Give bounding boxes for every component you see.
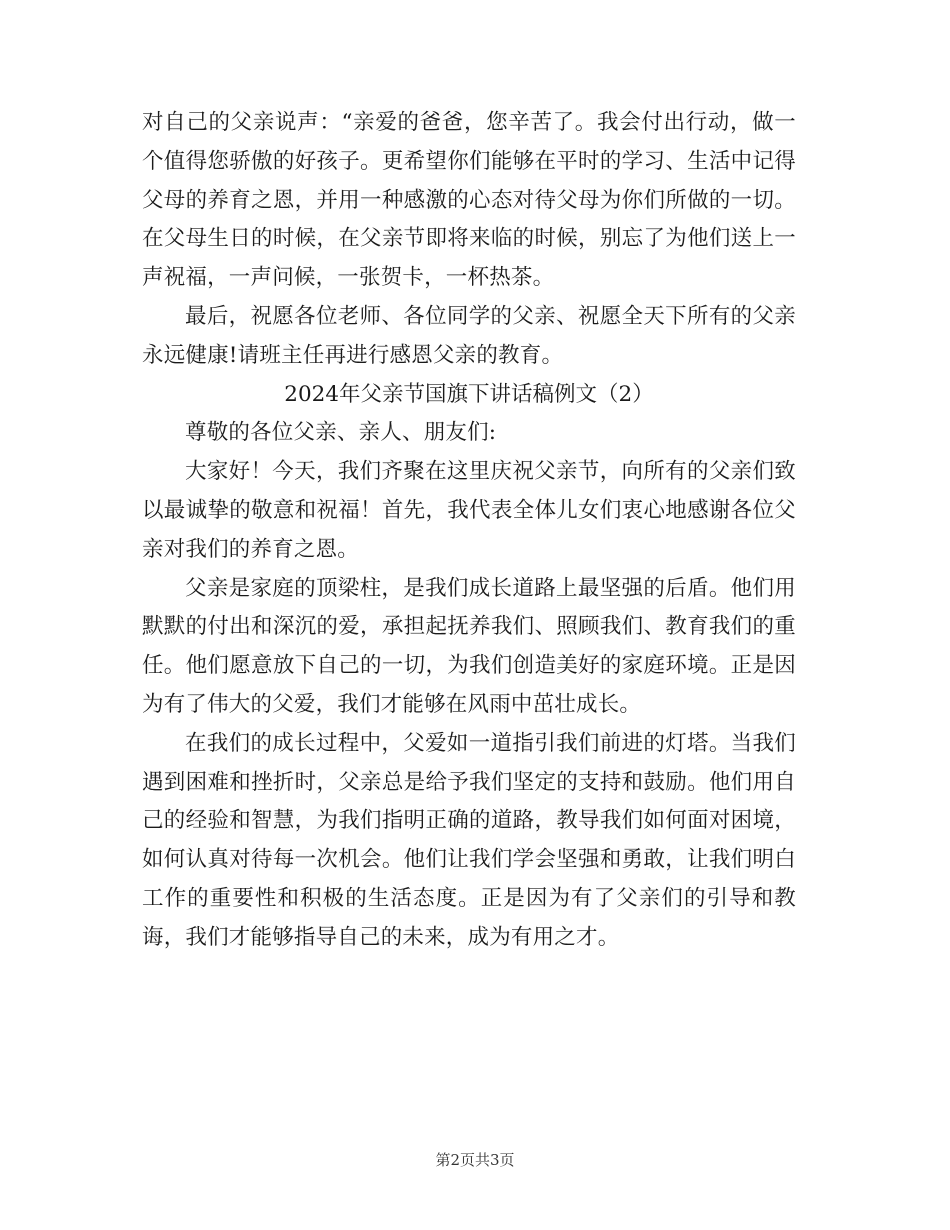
section-title: 2024年父亲节国旗下讲话稿例文（2）	[284, 381, 654, 407]
paragraph-pillar: 父亲是家庭的顶梁柱，是我们成长道路上最坚强的后盾。他们用默默的付出和深沉的爱，承担起抚养我们、照顾我们、教育我们的重任。他们愿意放下自己的一切，为我们创造美好的家庭环境。正是因为有了伟大的父爱，我们才能够在风雨中茁壮成长。	[142, 575, 796, 717]
paragraph-greeting: 大家好！今天，我们齐聚在这里庆祝父亲节，向所有的父亲们致以最诚挚的敬意和祝福！首先，我代表全体儿女们衷心地感谢各位父亲对我们的养育之恩。	[142, 459, 796, 562]
page-number: 第2页共3页	[435, 1151, 515, 1169]
document-body	[142, 104, 796, 958]
paragraph-salutation: 尊敬的各位父亲、亲人、朋友们:	[185, 420, 497, 446]
paragraph-continued: 对自己的父亲说声：“亲爱的爸爸，您辛苦了。我会付出行动，做一个值得您骄傲的好孩子。更希望你们能够在平时的学习、生活中记得父母的养育之恩，并用一种感激的心态对待父母为你们所做的一切。在父母生日的时候，在父亲节即将来临的时候，别忘了为他们送上一声祝福，一声问候，一张贺卡，一杯热茶。	[142, 110, 796, 291]
paragraph-closing: 最后，祝愿各位老师、各位同学的父亲、祝愿全天下所有的父亲永远健康!请班主任再进行感恩父亲的教育。	[142, 303, 796, 368]
paragraph-lighthouse: 在我们的成长过程中，父爱如一道指引我们前进的灯塔。当我们遇到困难和挫折时，父亲总是给予我们坚定的支持和鼓励。他们用自己的经验和智慧，为我们指明正确的道路，教导我们如何面对困境，如何认真对待每一次机会。他们让我们学会坚强和勇敢，让我们明白工作的重要性和积极的生活态度。正是因为有了父亲们的引导和教诲，我们才能够指导自己的未来，成为有用之才。	[142, 730, 796, 950]
